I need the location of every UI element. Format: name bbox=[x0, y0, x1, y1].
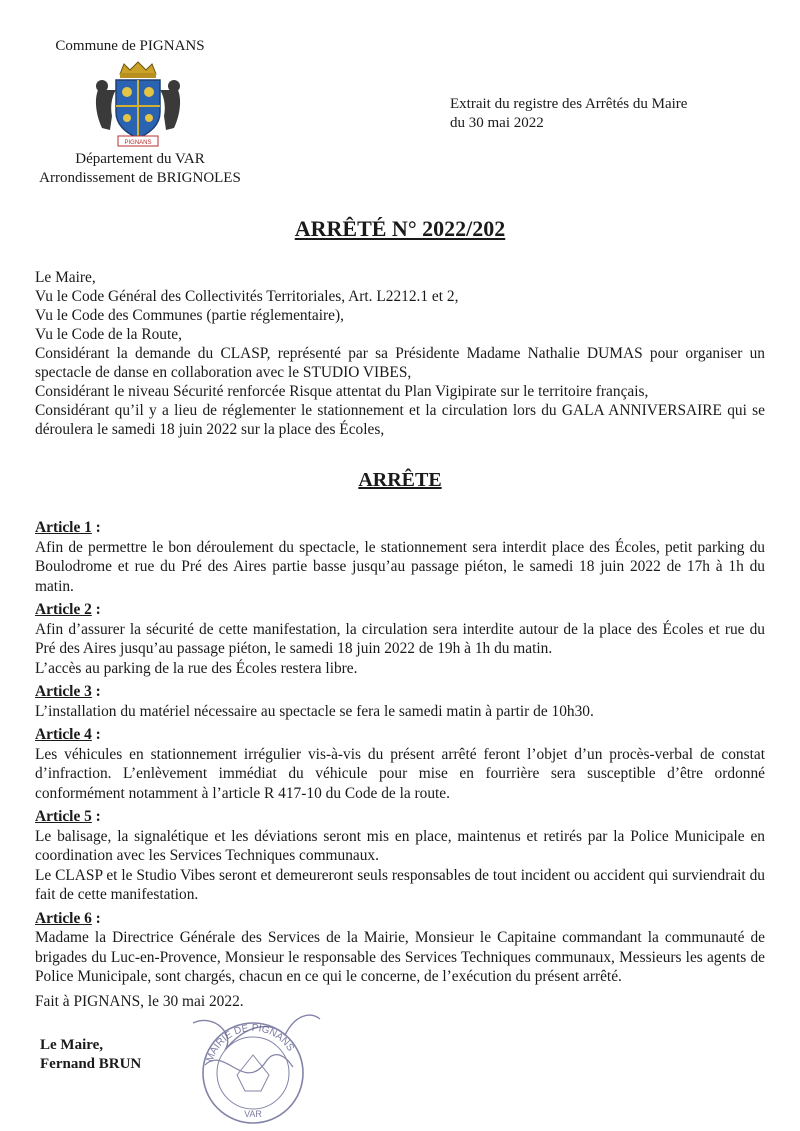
preamble-line: Le Maire, bbox=[35, 269, 96, 286]
article-6: Article 6 : Madame la Directrice Générale des Services de la Mairie, Monsieur le Capitaine commandant la communauté de brigades du Luc-en-Provence, Monsieur le responsable des Services Techniques communaux, Messieurs les agents de Police Municipale, sont chargés, chacun en ce qui le concerne, de l’exécution du présent arrêté. bbox=[35, 909, 765, 985]
place-date: Fait à PIGNANS, le 30 mai 2022. bbox=[35, 993, 244, 1010]
decree-title: ARRÊTÉ N° 2022/202 bbox=[294, 216, 506, 241]
article-heading: Article 4 bbox=[35, 726, 92, 743]
preamble bbox=[35, 268, 765, 439]
coat-banner-text: PIGNANS bbox=[124, 140, 152, 146]
article-heading: Article 3 bbox=[35, 683, 92, 700]
signatory-title: Le Maire, bbox=[40, 1037, 104, 1053]
preamble-line: Vu le Code des Communes (partie réglementaire), bbox=[35, 307, 344, 324]
article-3: Article 3 : L’installation du matériel nécessaire au spectacle se fera le samedi matin à partir de 10h30. bbox=[35, 682, 765, 721]
mairie-seal-icon bbox=[175, 1005, 325, 1130]
article-heading: Article 1 bbox=[35, 519, 92, 536]
department-name: Département du VAR bbox=[75, 151, 205, 167]
article-heading: Article 5 bbox=[35, 808, 92, 825]
article-paragraph: Le balisage, la signalétique et les déviations seront mis en place, maintenus et retirés par la Police Municipale en coordination avec les Services Techniques communaux. bbox=[35, 827, 765, 864]
seal-region: VAR bbox=[244, 1109, 262, 1119]
article-heading: Article 6 bbox=[35, 909, 92, 927]
article-5: Article 5 : Le balisage, la signalétique et les déviations seront mis en place, maintenus et retirés par la Police Municipale en coordination avec les Services Techniques communaux. Le CLASP et le Studio Vibes seront et demeureront seuls responsables de tout incident ou accident qui surviendrait du fait de cette manifestation. bbox=[35, 808, 765, 903]
arrondissement-name: Arrondissement de BRIGNOLES bbox=[39, 170, 241, 186]
seal-text: MAIRIE DE PIGNANS bbox=[204, 1022, 296, 1064]
preamble-line: Vu le Code de la Route, bbox=[35, 326, 182, 343]
article-paragraph: Madame la Directrice Générale des Services de la Mairie, Monsieur le Capitaine commandant la communauté de brigades du Luc-en-Provence, Monsieur le responsable des Services Techniques communaux, Messieurs les agents de Police Municipale, sont chargés, chacun en ce qui le concerne, de l’exécution du présent arrêté. bbox=[35, 929, 765, 985]
signatory-name: Fernand BRUN bbox=[40, 1056, 142, 1072]
commune-name: Commune de PIGNANS bbox=[55, 38, 205, 54]
article-paragraph: Afin d’assurer la sécurité de cette manifestation, la circulation sera interdite autour de la place des Écoles et rue du Pré des Aires jusqu’au passage piéton, le samedi 18 juin 2022 de 19h à 1h du matin. bbox=[35, 620, 765, 657]
decision-heading: ARRÊTE bbox=[358, 469, 442, 491]
extract-line-2: du 30 mai 2022 bbox=[450, 115, 544, 131]
articles-section bbox=[35, 518, 765, 991]
department-block bbox=[20, 150, 260, 188]
preamble-line: Vu le Code Général des Collectivités Territoriales, Art. L2212.1 et 2, bbox=[35, 288, 459, 305]
article-paragraph: Afin de permettre le bon déroulement du spectacle, le stationnement sera interdit place des Écoles, petit parking du Boulodrome et rue du Pré des Aires partie basse jusqu’au passage piéton, le samedi 18 juin 2022 de 17h à 1h du matin. bbox=[35, 538, 765, 595]
article-paragraph: Le CLASP et le Studio Vibes seront et demeureront seuls responsables de tout incident ou accident qui surviendrait du fait de cette manifestation. bbox=[35, 866, 765, 903]
article-1: Article 1 : Afin de permettre le bon déroulement du spectacle, le stationnement sera interdit place des Écoles, petit parking du Boulodrome et rue du Pré des Aires partie basse jusqu’au passage piéton, le samedi 18 juin 2022 de 17h à 1h du matin. bbox=[35, 519, 765, 595]
signatory bbox=[40, 1036, 141, 1074]
register-extract bbox=[450, 95, 687, 133]
preamble-line: Considérant qu’il y a lieu de réglementer le stationnement et la circulation lors du GALA ANNIVERSAIRE qui se déroulera le samedi 18 juin 2022 sur la place des Écoles, bbox=[35, 402, 765, 438]
svg-text:MAIRIE DE PIGNANS bbox=[205, 1023, 297, 1064]
article-2: Article 2 : Afin d’assurer la sécurité de cette manifestation, la circulation sera interdite autour de la place des Écoles et rue du Pré des Aires jusqu’au passage piéton, le samedi 18 juin 2022 de 19h à 1h du matin. L’accès au parking de la rue des Écoles restera libre. bbox=[35, 601, 765, 677]
article-heading: Article 2 bbox=[35, 601, 92, 618]
article-4: Article 4 : Les véhicules en stationnement irrégulier vis-à-vis du présent arrêté feront l’objet d’un procès-verbal de constat d’infraction. L’enlèvement immédiat du véhicule pour mise en fourrière sera susceptible d’être ordonné conformément notamment à l’article R 417-10 du Code de la route. bbox=[35, 726, 765, 802]
article-paragraph: L’accès au parking de la rue des Écoles restera libre. bbox=[35, 659, 358, 677]
article-paragraph: L’installation du matériel nécessaire au spectacle se fera le samedi matin à partir de 10h30. bbox=[35, 702, 594, 720]
coat-of-arms-icon bbox=[88, 60, 188, 148]
preamble-line: Considérant le niveau Sécurité renforcée Risque attentat du Plan Vigipirate sur le territoire français, bbox=[35, 383, 649, 400]
article-paragraph: Les véhicules en stationnement irrégulier vis-à-vis du présent arrêté feront l’objet d’un procès-verbal de constat d’infraction. L’enlèvement immédiat du véhicule pour mise en fourrière sera susceptible d’être ordonné conformément notamment à l’article R 417-10 du Code de la route. bbox=[35, 745, 765, 802]
preamble-line: Considérant la demande du CLASP, représenté par sa Présidente Madame Nathalie DUMAS pour organiser un spectacle de danse en collaboration avec le STUDIO VIBES, bbox=[35, 345, 765, 381]
extract-line-1: Extrait du registre des Arrêtés du Maire bbox=[450, 96, 688, 112]
